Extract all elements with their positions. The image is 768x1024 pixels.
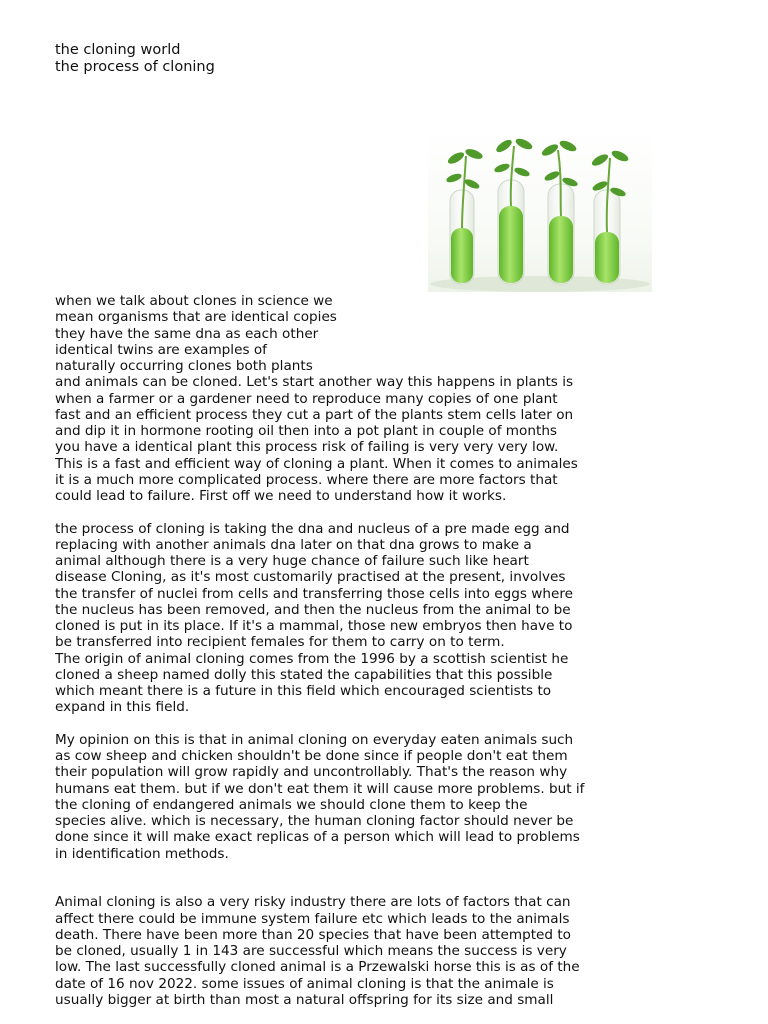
text-line: species alive. which is necessary, the human cloning factor should never be: [55, 813, 574, 829]
text-line: when a farmer or a gardener need to reproduce many copies of one plant: [55, 390, 558, 407]
paragraph-spacer: [55, 504, 695, 520]
text-line: animal although there is a very huge chance of failure such like heart: [55, 553, 529, 569]
text-line: when we talk about clones in science we: [55, 293, 333, 309]
text-line: the cloning of endangered animals we should clone them to keep the: [55, 796, 528, 813]
text-line: cloned a sheep named dolly this stated the capabilities that this possible: [55, 666, 553, 683]
text-line: and dip it in hormone rooting oil then into a pot plant in couple of months: [55, 423, 558, 439]
text-line: replacing with another animals dna later on that dna grows to make a: [55, 536, 532, 553]
text-line: their population will grow rapidly and uncontrollably. That's the reason why: [55, 764, 568, 781]
text-line: naturally occurring clones both plants: [55, 358, 313, 374]
text-line: expand in this field.: [55, 699, 190, 716]
paragraph-4: [55, 894, 695, 1008]
text-line: humans eat them. but if we don't eat them it will cause more problems. but if: [55, 780, 585, 797]
text-line: it is a much more complicated process. where there are more factors that: [55, 471, 558, 488]
text-line: they have the same dna as each other: [55, 325, 319, 342]
text-line: low. The last successfully cloned animal is a Przewalski horse this is as of the: [55, 959, 580, 976]
document-body: [55, 293, 695, 1008]
text-line: identical twins are examples of: [55, 341, 267, 358]
paragraph-spacer: [55, 862, 695, 895]
text-line: the transfer of nuclei from cells and transferring those cells into eggs where: [55, 585, 573, 602]
text-line: death. There have been more than 20 species that have been attempted to: [55, 926, 571, 943]
text-line: fast and an efficient process they cut a part of the plants stem cells later on: [55, 406, 574, 423]
paragraph-3: [55, 732, 695, 862]
text-line: date of 16 nov 2022. some issues of animal cloning is that the animale is: [55, 975, 554, 992]
text-line: affect there could be immune system failure etc which leads to the animals: [55, 910, 570, 927]
text-line: be transferred into recipient females for them to carry on to term.: [55, 634, 505, 651]
text-line: My opinion on this is that in animal cloning on everyday eaten animals such: [55, 731, 574, 748]
text-line: usually bigger at birth than most a natural offspring for its size and small: [55, 991, 554, 1008]
text-line: the nucleus has been removed, and then the nucleus from the animal to be: [55, 601, 571, 618]
document-subtitle: the process of cloning: [55, 59, 215, 75]
text-line: This is a fast and efficient way of cloning a plant. When it comes to animales: [55, 455, 578, 472]
text-line: done since it will make exact replicas of a person which will lead to problems: [55, 829, 580, 846]
text-line: which meant there is a future in this field which encouraged scientists to: [55, 683, 552, 699]
text-line: and animals can be cloned. Let's start another way this happens in plants is: [55, 374, 574, 391]
text-line: you have a identical plant this process risk of failing is very very very low.: [55, 439, 559, 456]
test-tubes-with-seedlings-image: [428, 128, 652, 292]
text-line: could lead to failure. First off we need to understand how it works.: [55, 488, 507, 504]
text-line: mean organisms that are identical copies: [55, 309, 337, 326]
text-line: The origin of animal cloning comes from the 1996 by a scottish scientist he: [55, 650, 569, 667]
paragraph-1: [55, 293, 695, 504]
document-title: the cloning world: [55, 42, 181, 58]
test-tubes-with-seedlings-icon: [428, 128, 652, 292]
document-heading: [55, 42, 215, 76]
text-line: disease Cloning, as it's most customarily practised at the present, involves: [55, 569, 566, 586]
text-line: be cloned, usually 1 in 143 are successful which means the success is very: [55, 943, 567, 959]
text-line: in identification methods.: [55, 845, 229, 862]
text-line: the process of cloning is taking the dna and nucleus of a pre made egg and: [55, 520, 570, 537]
text-line: Animal cloning is also a very risky industry there are lots of factors that can: [55, 894, 571, 911]
text-line: cloned is put in its place. If it's a mammal, those new embryos then have to: [55, 618, 573, 634]
paragraph-spacer: [55, 716, 695, 732]
text-line: as cow sheep and chicken shouldn't be done since if people don't eat them: [55, 748, 568, 764]
paragraph-2: [55, 521, 695, 716]
